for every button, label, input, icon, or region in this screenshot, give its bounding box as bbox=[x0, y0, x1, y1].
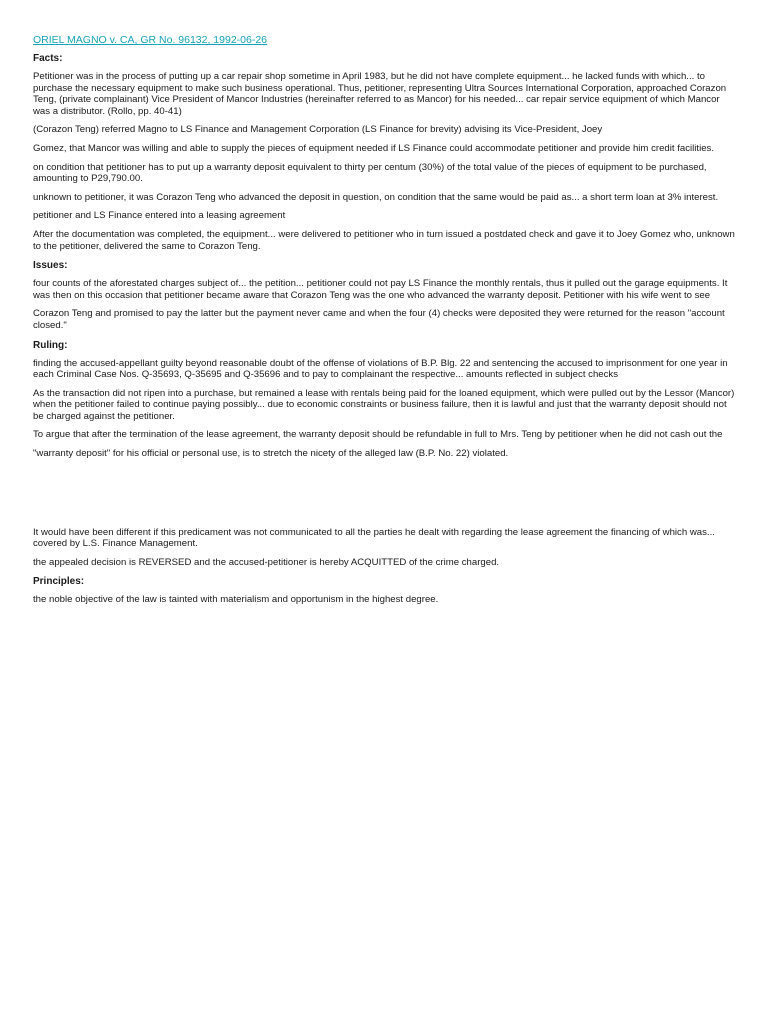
facts-heading: Facts: bbox=[33, 53, 63, 64]
blank-gap bbox=[33, 467, 739, 527]
facts-paragraph-7: After the documentation was completed, the equipment... were delivered to petitioner who in turn issued a postdated check and gave it to Joey Gomez who, unknown to the petitioner, delivered the same to Corazon Teng. bbox=[33, 228, 735, 252]
facts-paragraph-6: petitioner and LS Finance entered into a leasing agreement bbox=[33, 210, 286, 222]
ruling-paragraph-3: To argue that after the termination of the lease agreement, the warranty deposit should be refundable in full to Mrs. Teng by petitioner when he did not cash out the bbox=[33, 429, 723, 441]
ruling-paragraph-6: the appealed decision is REVERSED and the accused-petitioner is hereby ACQUITTED of the crime charged. bbox=[33, 556, 500, 568]
issues-paragraph-1: four counts of the aforestated charges subject of... the petition... petitioner could not pay LS Finance the monthly rentals, thus it pulled out the garage equipments. It was then on this occasion that petitioner became aware that Corazon Teng was the one who advanced the warranty deposit. Petitioner with his wife went to see bbox=[33, 278, 728, 301]
issues-paragraph-2: Corazon Teng and promised to pay the latter but the payment never came and when the four (4) checks were deposited they were returned for the reason "account closed." bbox=[33, 308, 725, 331]
facts-paragraph-2: (Corazon Teng) referred Magno to LS Finance and Management Corporation (LS Finance for brevity) advising its Vice-President, Joey bbox=[33, 124, 603, 136]
principles-paragraph-1: the noble objective of the law is tainted with materialism and opportunism in the highest degree. bbox=[33, 594, 439, 606]
ruling-paragraph-4: "warranty deposit" for his official or personal use, is to stretch the nicety of the alleged law (B.P. No. 22) violated. bbox=[33, 448, 509, 460]
ruling-heading: Ruling: bbox=[33, 339, 68, 351]
ruling-paragraph-5: It would have been different if this predicament was not communicated to all the parties he dealt with regarding the lease agreement the financing of which was... covered by L.S. Finance Management. bbox=[33, 526, 715, 550]
ruling-paragraph-2: As the transaction did not ripen into a purchase, but remained a lease with rentals being paid for the loaned equipment, which were pulled out by the Lessor (Mancor) when the petitioner failed to continue paying possibly... due to economic constraints or business failure, then it is lawful and just that the warranty deposit should not be charged against the petitioner. bbox=[33, 387, 735, 422]
facts-paragraph-4: on condition that petitioner has to put up a warranty deposit equivalent to thirty per centum (30%) of the total value of the pieces of equipment to be purchased, amounting to P29,790.00. bbox=[33, 161, 707, 185]
facts-paragraph-5: unknown to petitioner, it was Corazon Teng who advanced the deposit in question, on condition that the same would be paid as... a short term loan at 3% interest. bbox=[33, 191, 719, 203]
ruling-paragraph-1: finding the accused-appellant guilty beyond reasonable doubt of the offense of violations of B.P. Blg. 22 and sentencing the accused to imprisonment for one year in each Criminal Case Nos. Q-35693, Q-35695 and Q-35696 and to pay to complainant the respective... amounts reflected in subject checks bbox=[33, 357, 728, 381]
case-title-link[interactable]: ORIEL MAGNO v. CA, GR No. 96132, 1992-06-26 bbox=[33, 34, 268, 46]
facts-paragraph-1: Petitioner was in the process of putting up a car repair shop sometime in April 1983, but he did not have complete equipment... he lacked funds with which... to purchase the necessary equipment to make such business operational. Thus, petitioner, representing Ultra Sources International Corporation, approached Corazon Teng, (private complainant) Vice President of Mancor Industries (hereinafter referred to as Mancor) for his needed... car repair service equipment of which Mancor was a distributor. (Rollo, pp. 40-41) bbox=[33, 71, 727, 117]
facts-paragraph-3: Gomez, that Mancor was willing and able to supply the pieces of equipment needed if LS Finance could accommodate petitioner and provide him credit facilities. bbox=[33, 142, 714, 154]
document-page bbox=[33, 33, 739, 613]
principles-heading: Principles: bbox=[33, 576, 85, 588]
issues-heading: Issues: bbox=[33, 260, 68, 272]
